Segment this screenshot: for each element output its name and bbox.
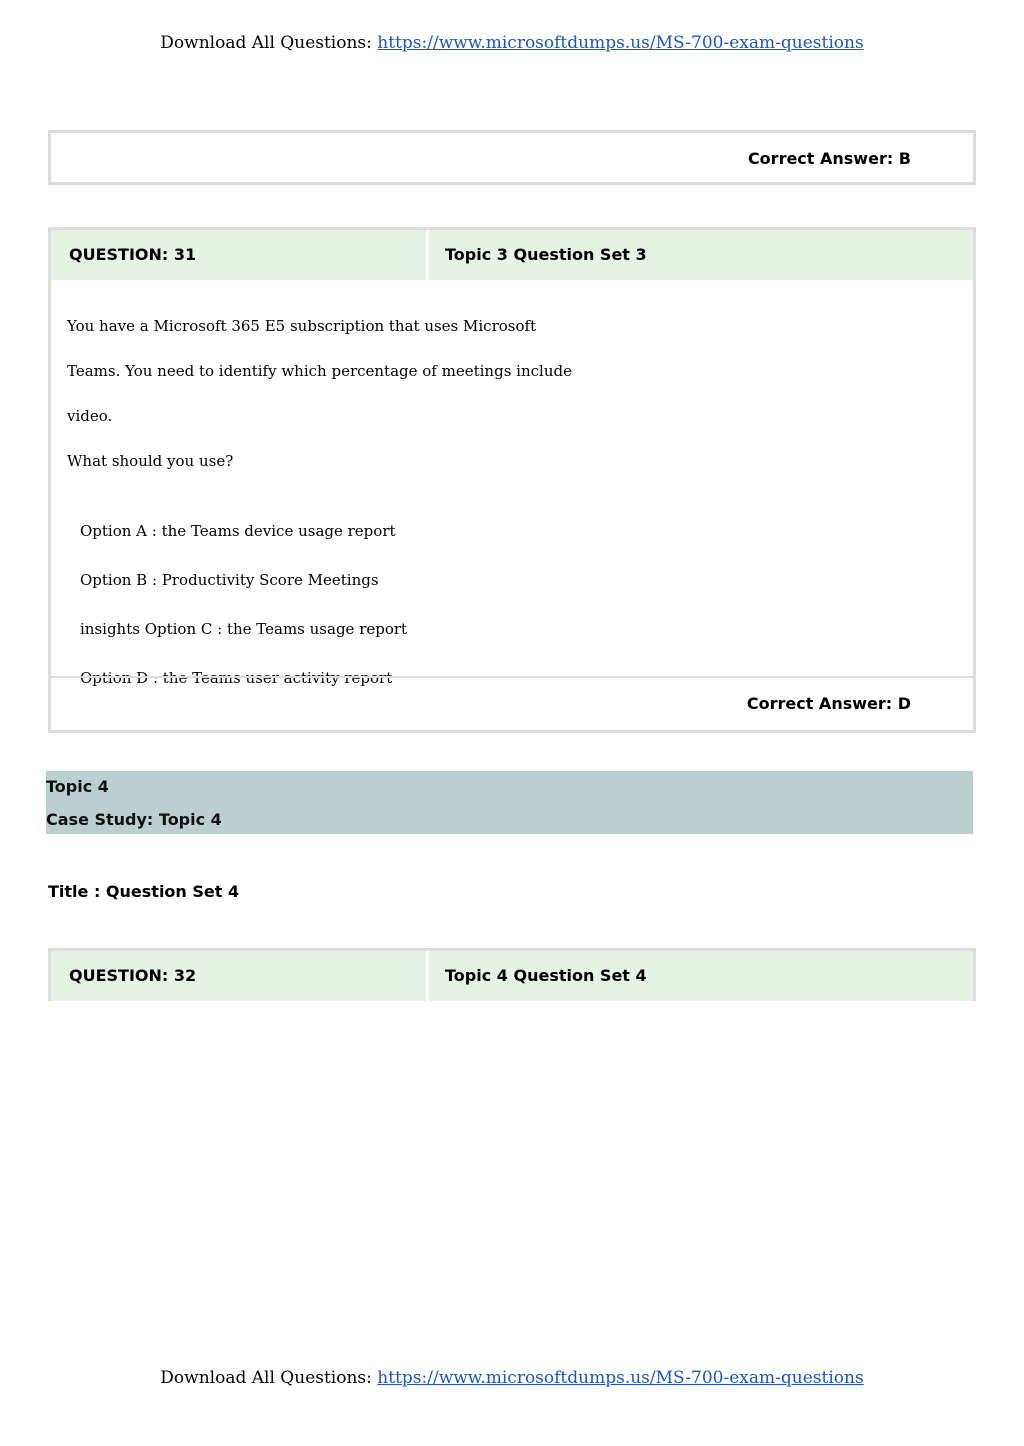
case-study-heading: Case Study: Topic 4 [46,810,222,829]
download-link[interactable]: https://www.microsoftdumps.us/MS-700-exam-questions [377,33,864,53]
question-31-options [80,507,407,703]
question-set-title: Title : Question Set 4 [48,882,240,901]
question-31-text [67,304,572,484]
question-32-number: QUESTION: 32 [51,951,426,1001]
question-line: You have a Microsoft 365 E5 subscription that uses Microsoft [67,317,537,335]
question-32-card [48,948,976,1001]
download-header [0,33,1024,53]
topic-banner [46,771,973,834]
previous-answer-box [48,130,976,185]
question-line: Teams. You need to identify which percentage of meetings include [67,362,572,380]
question-32-header [51,951,973,1001]
download-label: Download All Questions: [160,33,372,53]
topic-heading: Topic 4 [46,777,109,796]
question-31-topic: Topic 3 Question Set 3 [429,230,973,280]
question-31-card [48,227,976,733]
option-line: Option A : the Teams device usage report [80,522,396,540]
question-31-header [51,230,973,280]
download-link[interactable]: https://www.microsoftdumps.us/MS-700-exam-questions [377,1368,864,1388]
question-31-correct-answer: Correct Answer: D [746,694,911,713]
option-line: insights Option C : the Teams usage report [80,620,408,638]
question-32-topic: Topic 4 Question Set 4 [429,951,973,1001]
previous-correct-answer: Correct Answer: B [747,149,911,168]
question-31-answer-row [51,676,973,732]
option-line: Option D : the Teams user activity report [80,669,393,687]
question-31-number: QUESTION: 31 [51,230,426,280]
download-footer [0,1368,1024,1388]
question-line: What should you use? [67,452,234,470]
question-line: video. [67,407,113,425]
option-line: Option B : Productivity Score Meetings [80,571,379,589]
download-label: Download All Questions: [160,1368,372,1388]
